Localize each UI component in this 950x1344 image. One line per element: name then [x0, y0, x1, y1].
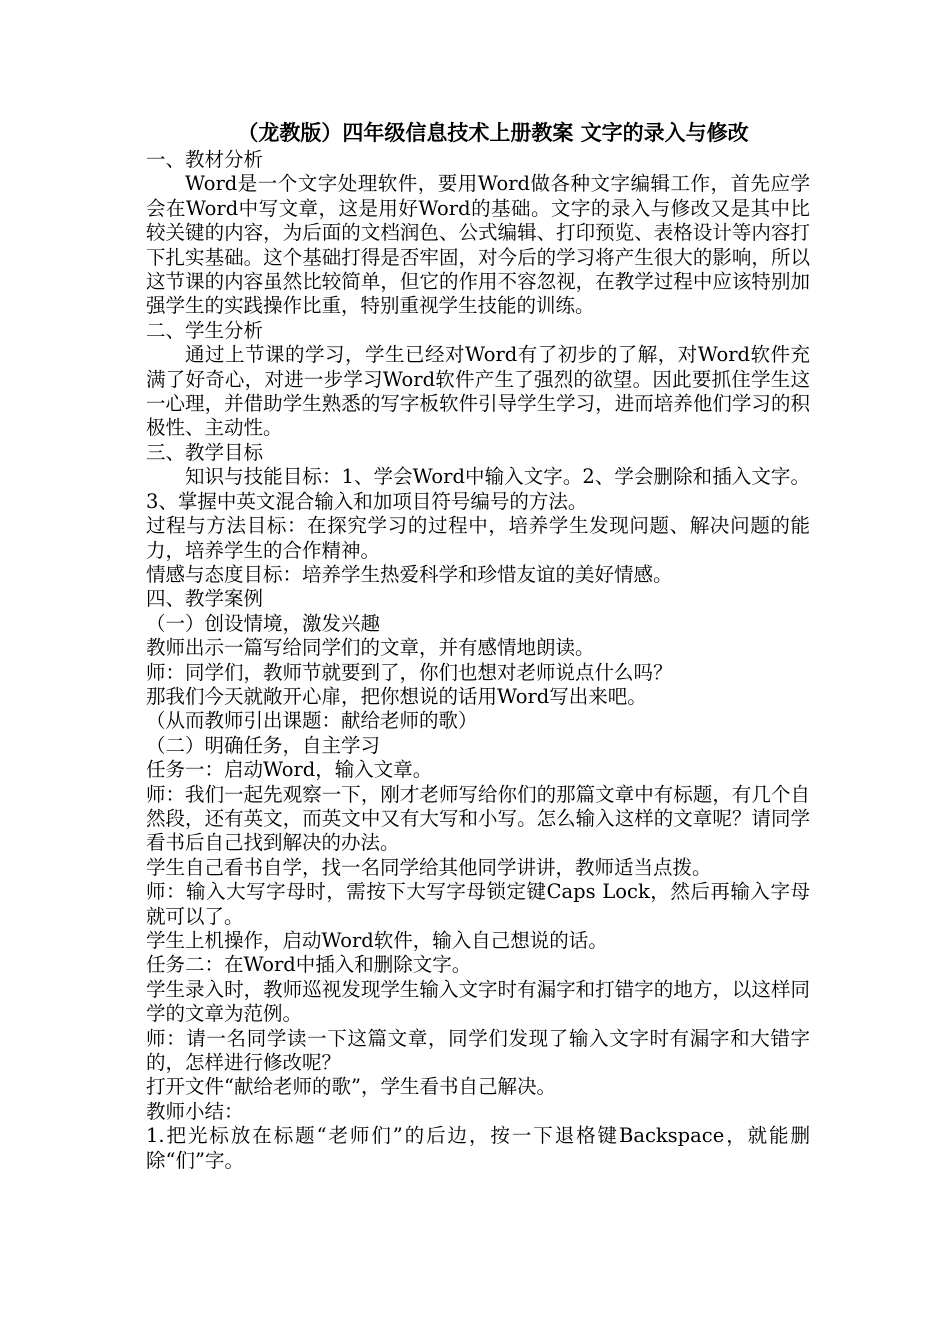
paragraph: 师：同学们，教师节就要到了，你们也想对老师说点什么吗？ [146, 660, 673, 684]
paragraph: 情感与态度目标：培养学生热爱科学和珍惜友谊的美好情感。 [146, 562, 673, 586]
paragraph: 任务二：在Word中插入和删除文字。 [146, 953, 472, 977]
paragraph: 通过上节课的学习，学生已经对Word有了初步的了解，对Word软件充满了好奇心，对进一步学习Word软件产生了强烈的欲望。因此要抓住学生这一心理，并借助学生熟悉的写字板软件引导学生学习，进而培养他们学习的积极性、主动性。 [146, 343, 810, 440]
paragraph: Word是一个文字处理软件，要用Word做各种文字编辑工作，首先应学会在Word中写文章，这是用好Word的基础。文字的录入与修改又是其中比较关键的内容，为后面的文档润色、公式编辑、打印预览、表格设计等内容打下扎实基础。这个基础打得是否牢固，对今后的学习将产生很大的影响，所以这节课的内容虽然比较简单，但它的作用不容忽视，在教学过程中应该特别加强学生的实践操作比重，特别重视学生技能的训练。 [146, 172, 810, 318]
paragraph: （二）明确任务，自主学习 [146, 733, 381, 757]
paragraph: 师：请一名同学读一下这篇文章，同学们发现了输入文字时有漏字和大错字的，怎样进行修改呢？ [146, 1026, 810, 1075]
paragraph: 教师小结： [146, 1099, 244, 1123]
paragraph: 那我们今天就敞开心扉，把你想说的话用Word写出来吧。 [146, 684, 647, 708]
paragraph: 打开文件“献给老师的歌”，学生看书自己解决。 [146, 1075, 556, 1099]
paragraph: 知识与技能目标：1、学会Word中输入文字。2、学会删除和插入文字。3、掌握中英文混合输入和加项目符号编号的方法。 [146, 465, 810, 513]
paragraph: 教师出示一篇写给同学们的文章，并有感情地朗读。 [146, 636, 595, 660]
section-heading: 四、教学案例 [146, 587, 264, 611]
paragraph: （从而教师引出课题：献给老师的歌） [146, 709, 478, 733]
document-body [146, 148, 810, 1173]
section-heading: 一、教材分析 [146, 148, 264, 171]
document-title: （龙教版）四年级信息技术上册教案 文字的录入与修改 [237, 120, 749, 145]
section-heading: 三、教学目标 [146, 440, 264, 464]
paragraph: 学生自己看书自学，找一名同学给其他同学讲讲，教师适当点拨。 [146, 855, 712, 879]
paragraph: 1.把光标放在标题“老师们”的后边，按一下退格键Backspace，就能删除“们”字。 [146, 1124, 810, 1172]
paragraph: 师：我们一起先观察一下，刚才老师写给你们的那篇文章中有标题，有几个自然段，还有英文，而英文中又有大写和小写。怎么输入这样的文章呢？请同学看书后自己找到解决的办法。 [146, 782, 810, 855]
paragraph: 学生录入时，教师巡视发现学生输入文字时有漏字和打错字的地方，以这样同学的文章为范例。 [146, 977, 810, 1026]
paragraph: 师：输入大写字母时，需按下大写字母锁定键Caps Lock，然后再输入字母就可以了。 [146, 880, 810, 928]
section-heading: 二、学生分析 [146, 318, 264, 342]
paragraph: （一）创设情境，激发兴趣 [146, 611, 381, 635]
paragraph: 过程与方法目标：在探究学习的过程中，培养学生发现问题、解决问题的能力，培养学生的合作精神。 [146, 514, 810, 562]
paragraph: 学生上机操作，启动Word软件，输入自己想说的话。 [146, 929, 608, 952]
paragraph: 任务一：启动Word，输入文章。 [146, 758, 433, 782]
document-page [146, 118, 810, 1173]
